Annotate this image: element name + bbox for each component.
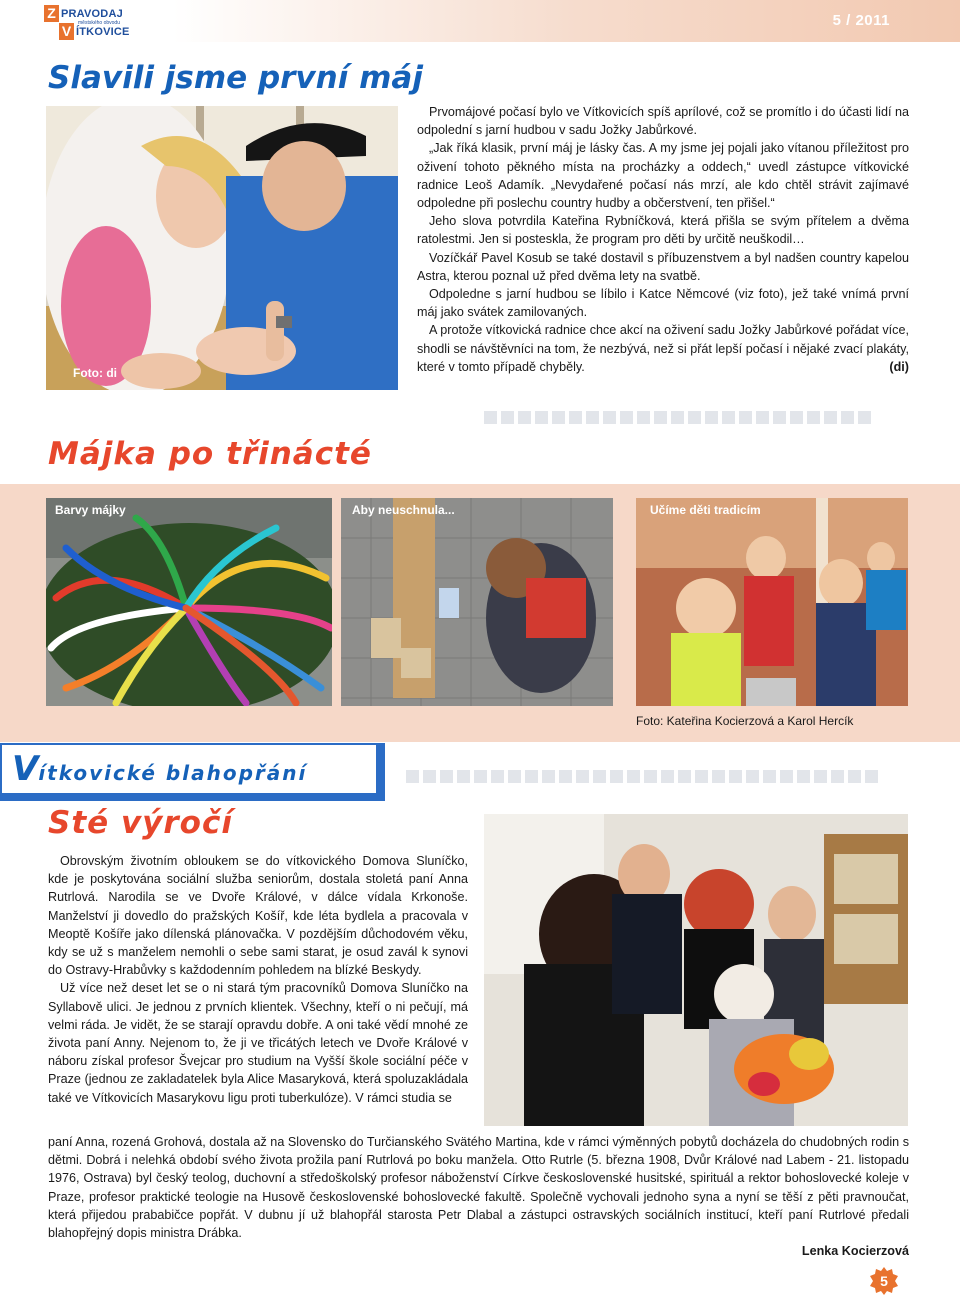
article1-paragraph-6 [417,321,909,376]
article1-body [417,103,909,376]
masthead [0,0,960,42]
page-number: 5 [880,1273,888,1289]
maypole-ribbons-photo [46,498,332,706]
article1-paragraph-3: Jeho slova potvrdila Kateřina Rybníčková, která přišla se svým přítelem a dvěma ratolestmi. Jen si posteskla, že program pro děti by určitě neuškodil… [417,214,909,247]
children-photo [636,498,908,706]
ribbons-photo-caption: Barvy májky [55,503,126,517]
watering-photo-caption: Aby neuschnula... [352,503,455,517]
logo-word-zpravodaj: PRAVODAJ [61,8,123,20]
birthday-celebration-photo [484,814,908,1126]
newsletter-logo[interactable] [44,4,144,40]
logo-letter-z: Z [44,5,59,22]
article1-paragraph-1: Prvomájové počasí bylo ve Vítkovicích spíš aprílové, což se promítlo i do účasti lidí na odpolední s jarní hudbou v sadu Jožky Jabůrkové. [417,105,909,138]
article3-signature: Lenka Kocierzová [801,1244,909,1259]
section-banner-frame [0,743,378,795]
article1-signature: (di) [889,359,909,374]
article3-paragraph-1: Obrovským životním obloukem se do vítkovického Domova Sluníčko, kde je poskytována sociální služba seniorům, dostala stoletá paní Anna Rutrlová. Narodila se ve Dvoře Králové, v dálce vídala Krkonoše. Manželství ji dovedlo do pražských Košíř, kde léta bydlela a pracovala v Meoptě Košíře jako dílenská plánovačka. V pozdějším důchodovém věku, kdy se už s manželem nemohli o sebe sami starat, je osud zavál k synovi do Ostravy-Hrabůvky s každodenním pohledem na blízké Beskydy. [48,854,468,978]
decorative-square-row [484,411,871,424]
article3-body-narrow [48,852,468,1107]
section-banner [0,743,385,801]
article1-paragraph-2: „Jak říká klasik, první máj je lásky čas. A my jsme jej pojali jako vítanou příležitost pro oživení tohoto pěkného místa na procházky a oddech,“ uvedl zástupce vítkovické radnice Leoš Adamík. „Nevydařené počasí nás mrzí, ale kdo chtěl strávit zajímavé odpoledne při poslechu country hudby a občerstvení, ten přišel.“ [417,141,909,211]
article3-body-wide [48,1133,909,1260]
article1-paragraph-4: Vozíčkář Pavel Kosub se také dostavil s příbuzenstvem a byl nadšen country kapelou Astra, kterou poznal už před dvěma lety na svatbě. [417,250,909,283]
issue-number: 5 / 2011 [832,12,890,29]
children-photo-caption: Učíme děti tradicím [650,503,761,517]
logo-word-vitkovice: ÍTKOVICE [76,26,130,38]
watering-photo [341,498,613,706]
article1-paragraph-5: Odpoledne s jarní hudbou se líbilo i Katce Němcové (viz foto), jež také vnímá první máj jako svátek zamilovaných. [417,287,909,320]
logo-letter-v: V [59,23,74,40]
article3-paragraph-3: paní Anna, rozená Grohová, dostala až na Slovensko do Turčianského Svätého Martina, kde v rámci výměnných pobytů docházela do chudobných rodin s dětmi. Dobrá i nelehká období svého života prožila paní Rutrlová po boku manžela. Otto Rutrle (5. března 1908, Dvůr Králové nad Labem - 21. listopadu 1976, Ostrava) byl český teolog, duchovní a středoškolský profesor náboženství Církve československé husitské, spirituál a rektor bohoslovecké koleje v Praze, profesor praktické teologie na Husově československé bohoslovecké fakultě. Společně vychovali jednoho syna a nyní se těší z pěti pravnoučat, která přijedou prababičce popřát. V dubnu jí už blahopřál starosta Petr Dlabal a zástupci ostravských sociálních institucí, kteří paní Rutrlové předali blahopřejný dopis ministra Drábka. [48,1135,909,1241]
article2-title: Májka po třinácté [48,436,372,472]
section-banner-initial: V [12,749,39,789]
section-banner-title [12,749,307,789]
article3-title: Sté výročí [48,805,233,841]
couple-photo-caption: Foto: di [73,366,117,380]
logo-tagline: městského obvodu [78,20,120,26]
article1-paragraph-6-text: A protože vítkovická radnice chce akcí na oživení sadu Jožky Jabůrkové pořádat více, shodli se návštěvníci na tom, že nezbývá, než si přát lepší počasí i nějaké zvací plakáty, které v tomto případě chyběly. [417,323,909,374]
decorative-square-row-2 [406,770,878,783]
couple-photo [46,106,398,390]
article3-paragraph-2: Už více než deset let se o ni stará tým pracovníků Domova Sluníčko na Syllabově ulici. Je jednou z prvních klientek. Všechny, kteří o ni pečují, má velmi ráda. Je vidět, že se starají opravdu dobře. A oni také vědí mnohé ze života paní Anny. Nejenom to, že ji ve třicátých letech ve Dvoře Králové v náboru získal profesor Švejcar pro studium na Vyšší škole sociální péče v Praze (jednou ze zakladatelek byla Alice Masaryková, která spoluzakládala také ve Vítkovicích Masarykovu ligu proti tuberkulóze). V rámci studia se [48,981,468,1105]
section-banner-rest: ítkovické blahopřání [38,761,308,785]
photo-credit: Foto: Kateřina Kocierzová a Karol Hercík [636,714,854,728]
article1-title: Slavili jsme první máj [48,60,423,96]
